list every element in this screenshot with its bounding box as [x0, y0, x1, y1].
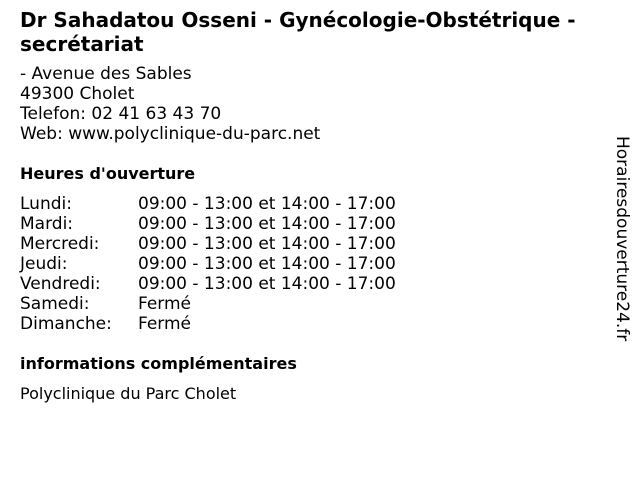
hours-row-jeudi	[20, 254, 396, 274]
hours-row-dimanche	[20, 314, 396, 334]
hours-time: Fermé	[138, 314, 192, 334]
info-text: Polyclinique du Parc Cholet	[20, 384, 237, 403]
hours-time: 09:00 - 13:00 et 14:00 - 17:00	[138, 254, 396, 274]
hours-day: Mercredi:	[20, 234, 100, 254]
hours-time: 09:00 - 13:00 et 14:00 - 17:00	[138, 214, 396, 234]
hours-day: Mardi:	[20, 214, 74, 234]
hours-row-lundi	[20, 194, 396, 214]
hours-day: Samedi:	[20, 294, 90, 314]
hours-table	[20, 194, 396, 334]
address-phone: Telefon: 02 41 63 43 70	[20, 104, 222, 124]
hours-day: Lundi:	[20, 194, 72, 214]
hours-day: Vendredi:	[20, 274, 101, 294]
hours-row-mardi	[20, 214, 396, 234]
page-title: Dr Sahadatou Osseni - Gynécologie-Obstétrique - secrétariat	[20, 8, 576, 56]
hours-row-vendredi	[20, 274, 396, 294]
address-block	[20, 64, 320, 144]
hours-day: Jeudi:	[20, 254, 68, 274]
hours-day: Dimanche:	[20, 314, 112, 334]
address-web: Web: www.polyclinique-du-parc.net	[20, 124, 321, 144]
hours-row-mercredi	[20, 234, 396, 254]
address-street: - Avenue des Sables	[20, 64, 192, 84]
info-heading: informations complémentaires	[20, 354, 297, 373]
hours-time: Fermé	[138, 294, 192, 314]
hours-time: 09:00 - 13:00 et 14:00 - 17:00	[138, 194, 396, 214]
address-city: 49300 Cholet	[20, 84, 135, 104]
hours-time: 09:00 - 13:00 et 14:00 - 17:00	[138, 274, 396, 294]
hours-heading: Heures d'ouverture	[20, 164, 196, 183]
side-watermark-label: Horairesdouverture24.fr	[612, 136, 632, 342]
hours-row-samedi	[20, 294, 396, 314]
hours-time: 09:00 - 13:00 et 14:00 - 17:00	[138, 234, 396, 254]
